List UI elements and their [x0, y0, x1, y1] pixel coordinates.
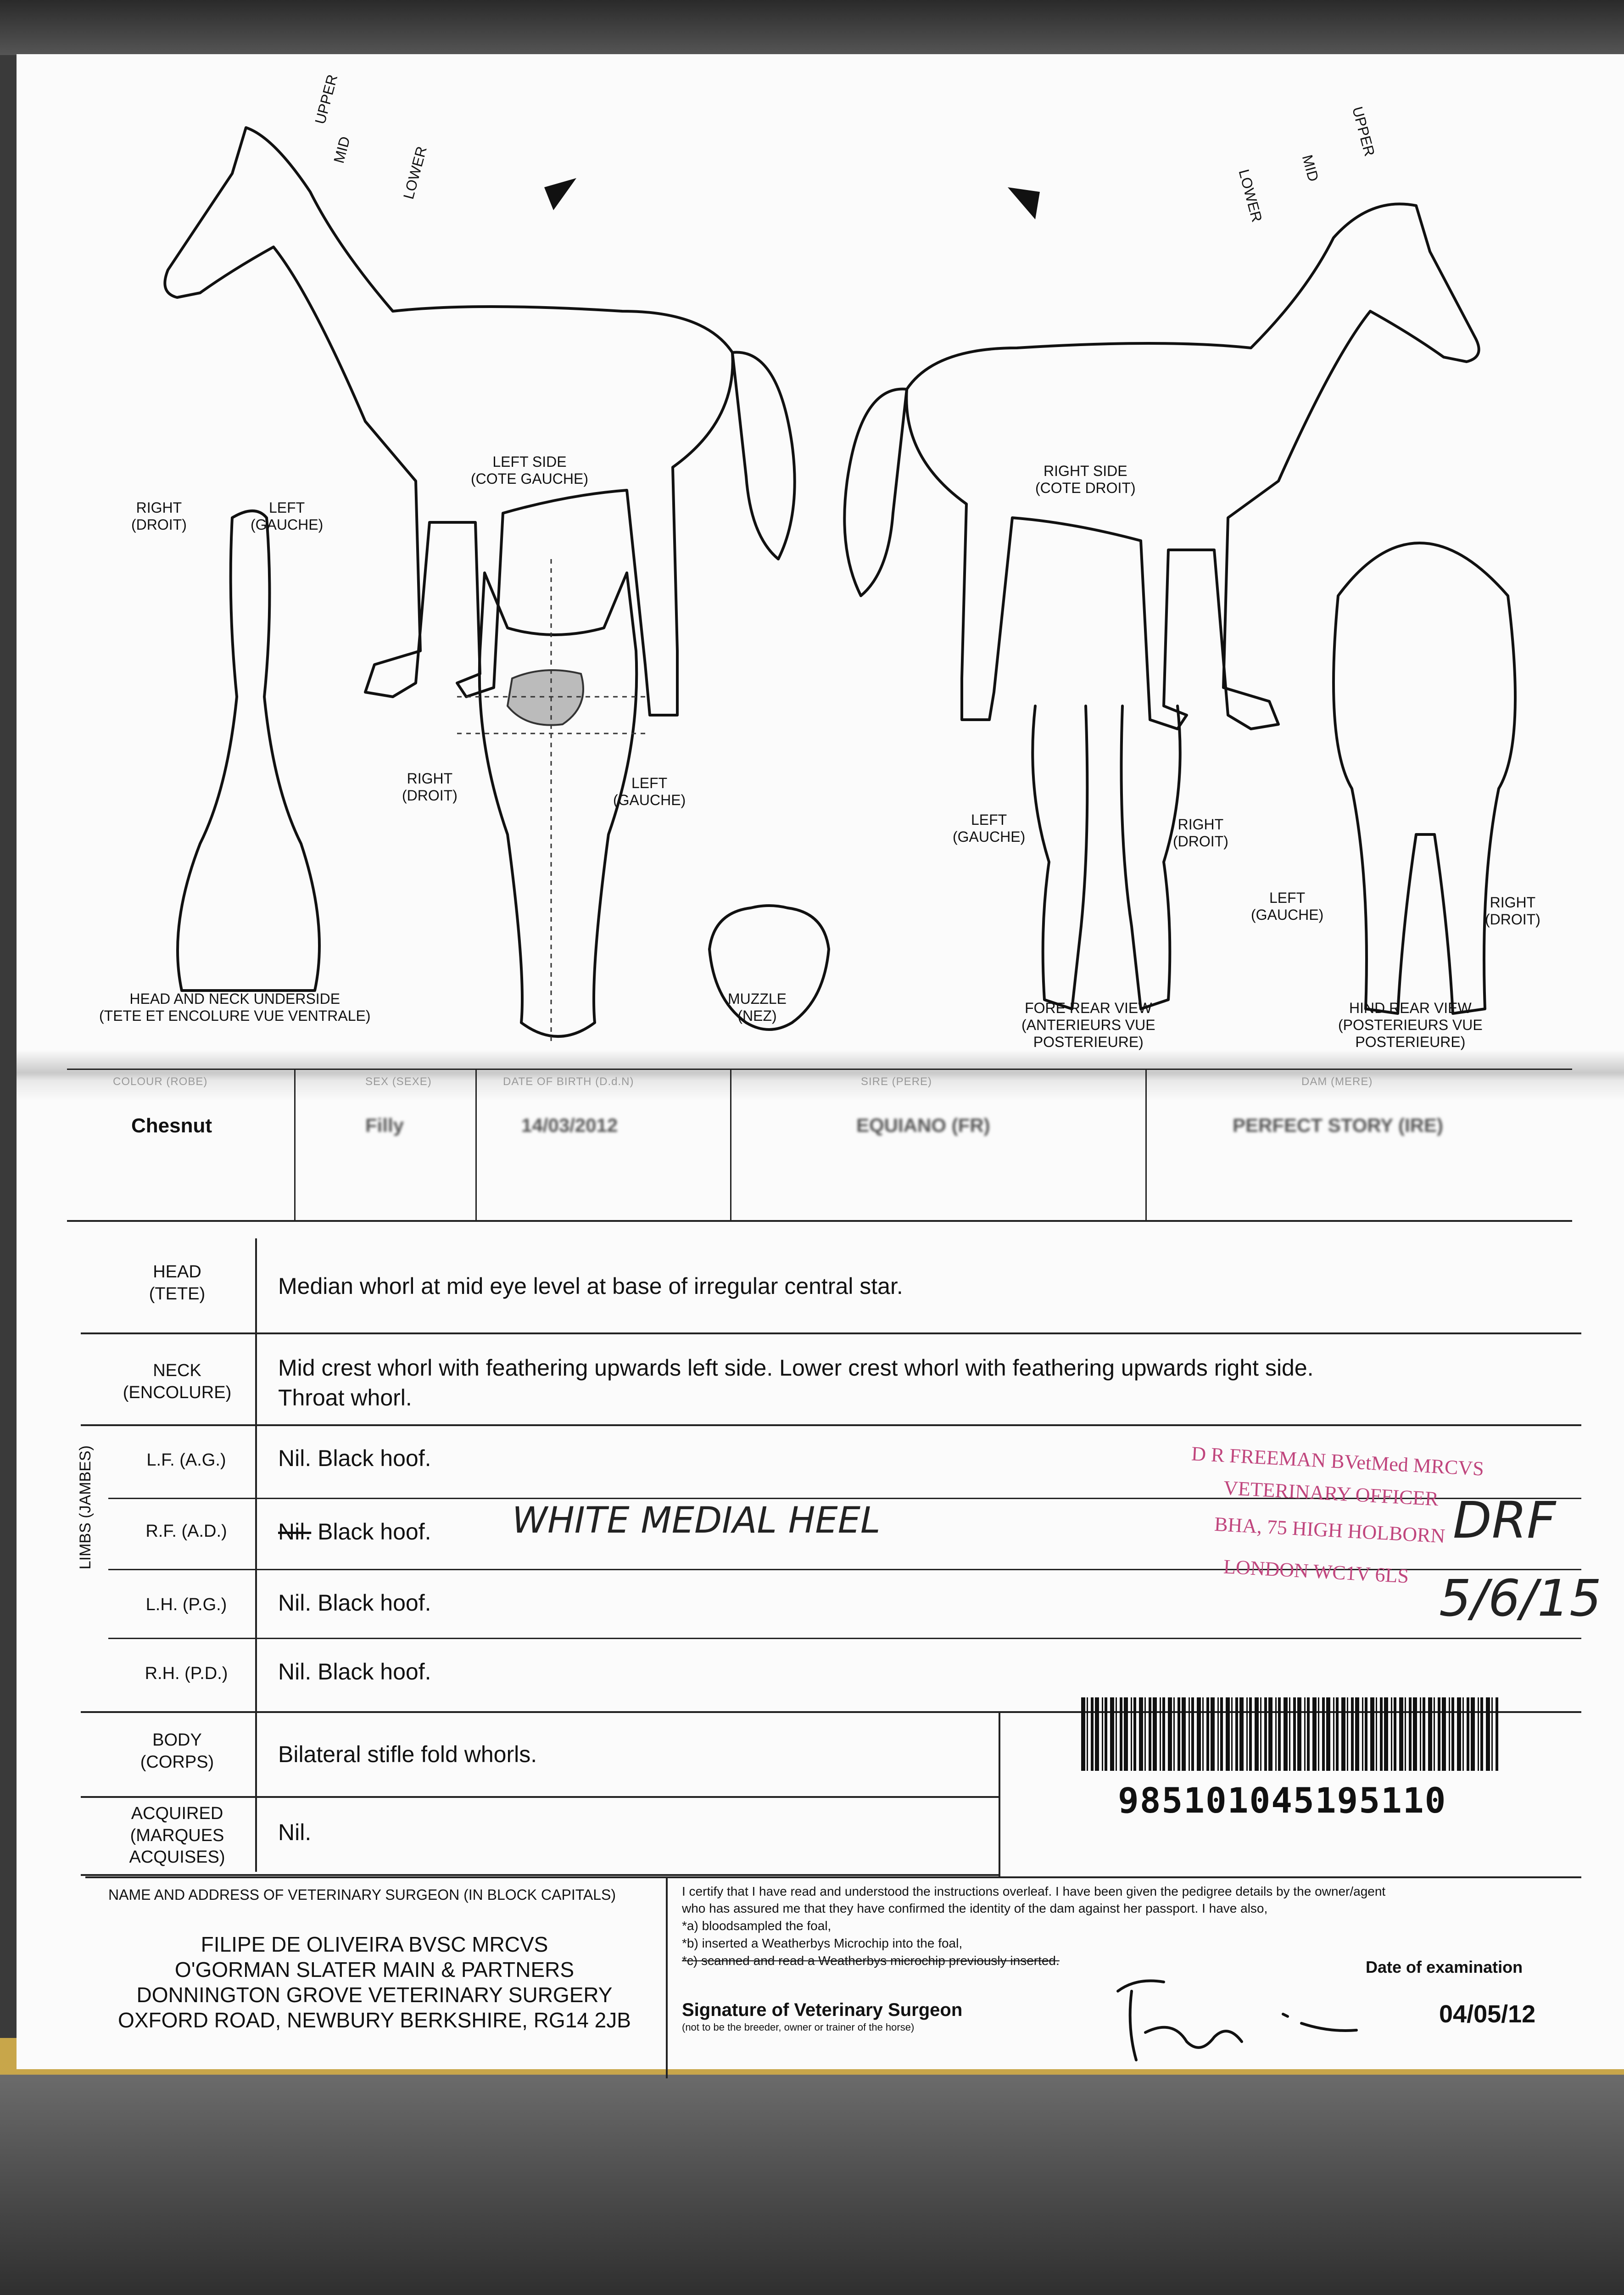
barcode-bar	[1491, 1697, 1493, 1771]
barcode-bar	[1239, 1697, 1244, 1771]
neck-mark-mid-right: MID	[1299, 153, 1322, 184]
date-of-examination-label: Date of examination	[1366, 1958, 1523, 1976]
barcode-bar	[1322, 1697, 1325, 1771]
neck-mark-mid: MID	[330, 134, 353, 165]
barcode-bar	[1275, 1697, 1277, 1771]
lh-text: Nil. Black hoof.	[278, 1590, 431, 1616]
page-fold	[17, 1050, 1624, 1101]
barcode-bar	[1284, 1697, 1288, 1771]
barcode-bar	[1116, 1697, 1117, 1771]
barcode-bar	[1409, 1697, 1412, 1771]
barcode-bar	[1486, 1697, 1490, 1771]
barcode-bar	[1091, 1697, 1094, 1771]
barcode-bar	[1365, 1697, 1367, 1771]
date-of-examination: 04/05/12	[1439, 2000, 1536, 2028]
barcode-bar	[1255, 1697, 1259, 1771]
barcode-bar	[1341, 1697, 1345, 1771]
barcode-bar	[1191, 1697, 1194, 1771]
certification-text-1: I certify that I have read and understood the instructions overleaf. I have been given the pedigree details by the owner/agent	[682, 1884, 1386, 1898]
microchip-number: 985101045195110	[1118, 1780, 1447, 1821]
underside-left-label: LEFT (GAUCHE)	[251, 499, 324, 533]
head-neck-underside-caption: HEAD AND NECK UNDERSIDE (TETE ET ENCOLURE VUE VENTRALE)	[99, 991, 371, 1024]
hind-rear-view-caption: HIND REAR VIEW (POSTERIEURS VUE POSTERIEURE)	[1338, 1000, 1483, 1050]
barcode-bar	[1480, 1697, 1483, 1771]
barcode-bar	[1246, 1697, 1248, 1771]
barcode-bar	[1326, 1697, 1330, 1771]
barcode-bar	[1462, 1697, 1464, 1771]
scan-background-top	[0, 0, 1624, 55]
fore-left-label: LEFT (GAUCHE)	[953, 812, 1026, 845]
barcode-bar	[1105, 1697, 1107, 1771]
left-side-label: LEFT SIDE (COTE GAUCHE)	[471, 453, 588, 487]
barcode-bar	[1355, 1697, 1359, 1771]
colour-value: Chesnut	[131, 1114, 212, 1137]
details-bottom-rule	[67, 1220, 1572, 1222]
stamp-line3: BHA, 75 HIGH HOLBORN	[1214, 1512, 1446, 1548]
rf-remaining-text: Black hoof.	[311, 1519, 431, 1545]
head-left-label: LEFT (GAUCHE)	[613, 775, 686, 808]
certification-a: *a) bloodsampled the foal,	[682, 1919, 832, 1933]
barcode-bar	[1220, 1697, 1223, 1771]
rh-label: R.H. (P.D.)	[145, 1664, 228, 1683]
neck-underside	[178, 511, 319, 991]
barcode-bar	[1160, 1697, 1161, 1771]
neck-mark-upper: UPPER	[312, 73, 341, 126]
rf-label: R.F. (A.D.)	[145, 1522, 227, 1541]
barcode-bar	[1451, 1697, 1454, 1771]
details-divider-2	[475, 1069, 477, 1220]
horse-silhouette-diagrams	[17, 54, 1624, 1110]
barcode-bar	[1380, 1697, 1383, 1771]
muzzle-caption: MUZZLE (NEZ)	[728, 991, 787, 1024]
body-row-text: Bilateral stifle fold whorls.	[278, 1741, 537, 1767]
hind-quarters	[1334, 543, 1515, 1013]
lf-label: L.F. (A.G.)	[146, 1450, 226, 1470]
barcode-bar	[1133, 1697, 1136, 1771]
arrow-marker-left	[544, 178, 576, 210]
barcode-bar	[1249, 1697, 1252, 1771]
barcode-bar	[1211, 1697, 1215, 1771]
signature-note: (not to be the breeder, owner or trainer of the horse)	[682, 2021, 915, 2033]
dob-label: DATE OF BIRTH (D.d.N)	[503, 1075, 634, 1088]
barcode-bar	[1206, 1697, 1209, 1771]
stamp-line4: LONDON WC1V 6LS	[1222, 1555, 1410, 1588]
acquired-row-label: ACQUIRED (MARQUES ACQUISES)	[129, 1804, 225, 1867]
barcode-bar	[1394, 1697, 1396, 1771]
barcode-bar	[1124, 1697, 1128, 1771]
barcode-bar	[1268, 1697, 1272, 1771]
barcode-bar	[1120, 1697, 1122, 1771]
barcode-bar	[1168, 1697, 1172, 1771]
acquired-row-text: Nil.	[278, 1819, 312, 1845]
markings-rule-7	[81, 1796, 999, 1798]
barcode-bar	[1496, 1697, 1498, 1771]
details-divider-1	[294, 1069, 296, 1220]
right-side-label: RIGHT SIDE (COTE DROIT)	[1035, 463, 1136, 496]
barcode-bar	[1420, 1697, 1421, 1771]
officer-date: 5/6/15	[1439, 1569, 1602, 1628]
barcode-bar	[1264, 1697, 1267, 1771]
neck-mark-lower: LOWER	[400, 144, 430, 201]
barcode-bar	[1478, 1697, 1479, 1771]
certification-b: *b) inserted a Weatherbys Microchip into the foal,	[682, 1936, 963, 1950]
vet-name: FILIPE DE OLIVEIRA BVSC MRCVS	[201, 1932, 548, 1956]
body-row-label: BODY (CORPS)	[140, 1730, 214, 1772]
barcode-bar	[1318, 1697, 1319, 1771]
certification-text-2: who has assured me that they have confirmed the identity of the dam against her passport. I have also,	[682, 1901, 1268, 1915]
stamp-line1: D R FREEMAN BVetMed MRCVS	[1191, 1442, 1484, 1480]
barcode-bar	[1297, 1697, 1301, 1771]
barcode-bar	[1413, 1697, 1417, 1771]
right-side-horse	[906, 204, 1479, 729]
dam-value: PERFECT STORY (IRE)	[1233, 1114, 1443, 1136]
barcode-bar	[1173, 1697, 1175, 1771]
underside-right-label: RIGHT (DROIT)	[131, 499, 187, 533]
certification-c: *c) scanned and read a Weatherbys microchip previously inserted.	[682, 1954, 1060, 1968]
limbs-label: LIMBS (JAMBES)	[76, 1445, 94, 1570]
neck-mark-lower-right: LOWER	[1235, 167, 1266, 224]
barcode-bar	[1449, 1697, 1450, 1771]
barcode-bar	[1376, 1697, 1377, 1771]
sex-label: SEX (SEXE)	[365, 1075, 432, 1088]
barcode-bar	[1457, 1697, 1461, 1771]
officer-initials: DRF	[1453, 1491, 1556, 1550]
details-divider-3	[730, 1069, 731, 1220]
neck-mark-upper-right: UPPER	[1349, 105, 1378, 158]
markings-rule-5	[108, 1638, 1581, 1639]
barcode-bar	[1095, 1697, 1099, 1771]
barcode-bar	[1304, 1697, 1306, 1771]
markings-rule-1	[81, 1332, 1581, 1334]
arrow-marker-right	[1008, 187, 1040, 219]
scan-background-bottom	[0, 2075, 1624, 2295]
neck-row-label: NECK (ENCOLURE)	[123, 1361, 232, 1402]
markings-rule-2	[81, 1424, 1581, 1426]
barcode-bar	[1144, 1697, 1146, 1771]
passport-page	[17, 54, 1624, 2069]
barcode-bar	[1110, 1697, 1114, 1771]
stamp-line2: VETERINARY OFFICER	[1223, 1476, 1439, 1511]
details-top-rule	[67, 1069, 1572, 1070]
barcode-bar	[1139, 1697, 1143, 1771]
colour-label: COLOUR (ROBE)	[113, 1075, 208, 1088]
barcode-bar	[1438, 1697, 1440, 1771]
barcode-bar	[1347, 1697, 1348, 1771]
dob-value: 14/03/2012	[521, 1114, 618, 1136]
vet-surgery: DONNINGTON GROVE VETERINARY SURGERY	[136, 1983, 613, 2007]
sire-label: SIRE (PERE)	[861, 1075, 932, 1088]
barcode-bar	[1149, 1697, 1151, 1771]
barcode-bar	[1362, 1697, 1363, 1771]
lf-text: Nil. Black hoof.	[278, 1445, 431, 1471]
barcode-bar	[1405, 1697, 1406, 1771]
barcode-bar	[1384, 1697, 1388, 1771]
barcode-bar	[1131, 1697, 1132, 1771]
fore-rear-view-caption: FORE REAR VIEW (ANTERIEURS VUE POSTERIEURE)	[1021, 1000, 1155, 1050]
barcode-bar	[1153, 1697, 1157, 1771]
barcode-bar	[1217, 1697, 1219, 1771]
barcode-bar	[1087, 1697, 1088, 1771]
fore-right-label: RIGHT (DROIT)	[1173, 816, 1228, 850]
barcode-bar	[1102, 1697, 1103, 1771]
barcode-bar	[1235, 1697, 1238, 1771]
barcode-bar	[1399, 1697, 1403, 1771]
sire-value: EQUIANO (FR)	[856, 1114, 990, 1136]
vet-header: NAME AND ADDRESS OF VETERINARY SURGEON (IN BLOCK CAPITALS)	[108, 1886, 616, 1903]
vet-signature	[1109, 1964, 1366, 2074]
barcode-bar	[1467, 1697, 1469, 1771]
barcode-bar	[1423, 1697, 1425, 1771]
barcode-bar	[1351, 1697, 1354, 1771]
markings-rule-8	[81, 1874, 999, 1876]
barcode-bar	[1162, 1697, 1165, 1771]
right-side-tail	[844, 389, 907, 596]
signature-label: Signature of Veterinary Surgeon	[682, 2000, 963, 2020]
vet-address: OXFORD ROAD, NEWBURY BERKSHIRE, RG14 2JB	[118, 2008, 631, 2032]
barcode-bar	[1293, 1697, 1296, 1771]
neck-row-text: Mid crest whorl with feathering upwards left side. Lower crest whorl with feathering upwards right side. Throat whorl.	[278, 1355, 1314, 1411]
fore-legs	[1032, 706, 1180, 1009]
barcode-bar	[1178, 1697, 1180, 1771]
left-side-horse	[165, 128, 732, 715]
barcode-bar	[1260, 1697, 1261, 1771]
barcode-bar	[1391, 1697, 1392, 1771]
rf-handwritten-note: WHITE MEDIAL HEEL	[512, 1500, 881, 1541]
barcode-bar	[1312, 1697, 1317, 1771]
barcode-bar	[1278, 1697, 1281, 1771]
vet-block-top-rule	[85, 1876, 1581, 1878]
barcode-bar	[1442, 1697, 1446, 1771]
head-right-label: RIGHT (DROIT)	[402, 770, 458, 804]
lh-label: L.H. (P.G.)	[145, 1595, 227, 1614]
head-row-text: Median whorl at mid eye level at base of irregular central star.	[278, 1273, 903, 1299]
barcode-bar	[1428, 1697, 1432, 1771]
barcode-bar	[1226, 1697, 1230, 1771]
barcode-bar	[1197, 1697, 1201, 1771]
dam-label: DAM (MERE)	[1301, 1075, 1373, 1088]
barcode-bar	[1307, 1697, 1310, 1771]
rh-text: Nil. Black hoof.	[278, 1659, 431, 1685]
barcode-bar	[1289, 1697, 1290, 1771]
barcode-bar	[1231, 1697, 1233, 1771]
barcode-bar	[1182, 1697, 1186, 1771]
barcode-bar	[1189, 1697, 1190, 1771]
details-divider-4	[1145, 1069, 1147, 1220]
left-side-tail	[732, 353, 795, 559]
vet-practice: O'GORMAN SLATER MAIN & PARTNERS	[174, 1958, 575, 1982]
body-right-border	[999, 1711, 1000, 1876]
barcode-bar	[1202, 1697, 1204, 1771]
hind-left-label: LEFT (GAUCHE)	[1251, 890, 1324, 923]
barcode-bar	[1434, 1697, 1435, 1771]
rf-struck-text: Nil.	[278, 1519, 312, 1545]
hind-right-label: RIGHT (DROIT)	[1485, 894, 1540, 928]
microchip-barcode	[1081, 1697, 1503, 1775]
rf-text	[278, 1518, 431, 1545]
barcode-bar	[1471, 1697, 1475, 1771]
barcode-bar	[1336, 1697, 1339, 1771]
sex-value: Filly	[365, 1114, 404, 1136]
barcode-bar	[1370, 1697, 1374, 1771]
barcode-bar	[1081, 1697, 1085, 1771]
star-marking-hatched	[508, 670, 583, 725]
head-row-label: HEAD (TETE)	[149, 1262, 206, 1304]
vet-block-divider	[666, 1876, 668, 2078]
barcode-bar	[1333, 1697, 1334, 1771]
